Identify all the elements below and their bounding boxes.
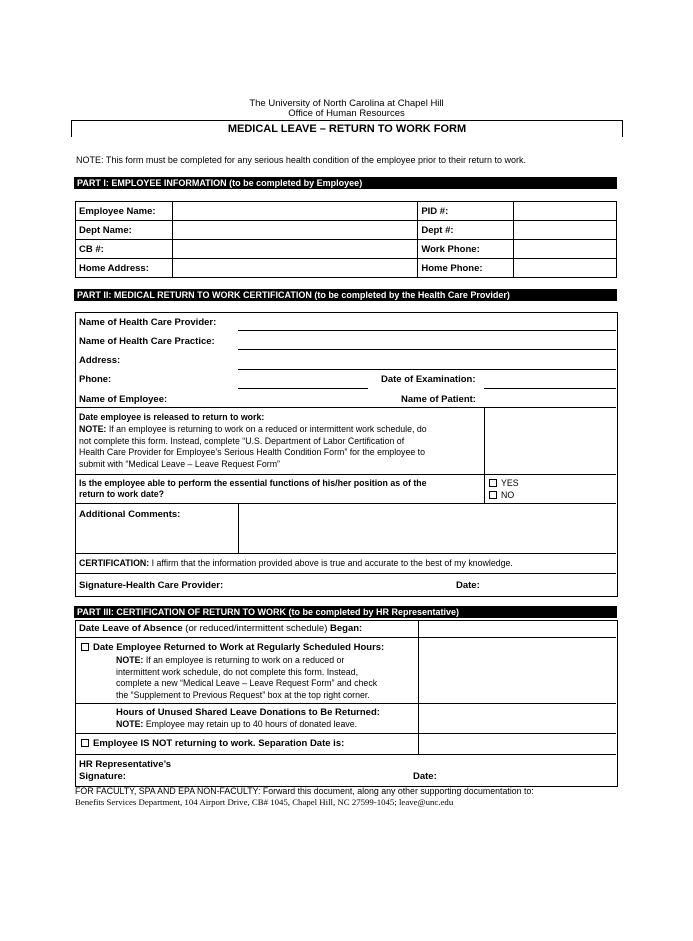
employee-name-field[interactable] <box>172 202 417 221</box>
leave-began-field[interactable] <box>419 621 616 637</box>
release-note-line3: Health Care Provider for Employee’s Serious Health Condition Form” for the employee to <box>79 447 426 457</box>
hr-date-label: Date: <box>413 771 437 782</box>
unused-note-text: Employee may retain up to 40 hours of donated leave. <box>143 719 358 729</box>
address-label: Address: <box>79 355 121 366</box>
office-name: Office of Human Resources <box>288 108 405 119</box>
no-checkbox[interactable] <box>489 491 497 499</box>
phone-line[interactable] <box>238 388 368 389</box>
dept-name-label: Dept Name: <box>76 221 173 240</box>
home-phone-label: Home Phone: <box>418 259 514 278</box>
home-phone-field[interactable] <box>514 259 617 278</box>
exam-date-line[interactable] <box>484 388 616 389</box>
returned-note <box>116 655 416 701</box>
returned-note-line2: intermittent work schedule, do not complete this form. Instead, <box>116 666 359 677</box>
comments-label: Additional Comments: <box>79 509 181 520</box>
unused-note-prefix: NOTE: <box>116 719 144 729</box>
returned-note-line3: complete a new “Medical Leave – Leave Request Form” and check <box>116 678 378 688</box>
release-date-label: Date employee is released to return to work: <box>79 412 265 422</box>
employee-name2-label: Name of Employee: <box>79 394 168 405</box>
leave-began-bold: Date Leave of Absence <box>79 623 183 634</box>
release-note-prefix: NOTE: <box>79 424 107 434</box>
dept-number-field[interactable] <box>514 221 617 240</box>
release-note-line2: not complete this form. Instead, complete “U.S. Department of Labor Certification of <box>79 435 405 446</box>
returned-note-prefix: NOTE: <box>116 655 144 665</box>
form-title: MEDICAL LEAVE – RETURN TO WORK FORM <box>227 123 467 135</box>
hr-rep-label: HR Representative’s <box>79 759 172 770</box>
release-note-line1: If an employee is returning to work on a reduced or intermittent work schedule, do <box>106 424 427 434</box>
divider <box>75 573 616 574</box>
form-note: NOTE: This form must be completed for any serious health condition of the employee prior to their return to work. <box>76 155 527 165</box>
returned-note-line1: If an employee is returning to work on a reduced or <box>143 655 345 665</box>
comments-field[interactable] <box>239 504 616 553</box>
yes-checkbox[interactable] <box>489 479 497 487</box>
institution-name: The University of North Carolina at Chapel Hill <box>249 98 444 109</box>
provider-practice-line[interactable] <box>238 349 616 350</box>
leave-began-bold2: Began: <box>330 623 363 634</box>
divider <box>75 407 616 408</box>
exam-date-label: Date of Examination: <box>381 374 476 385</box>
not-returning-label: Employee IS NOT returning to work. Separation Date is: <box>93 738 345 749</box>
footer-line2: Benefits Services Department, 104 Airport Drive, CB# 1045, Chapel Hill, NC 27599-1045; leave@unc.edu <box>75 797 454 807</box>
home-address-field[interactable] <box>172 259 417 278</box>
able-question-line1: Is the employee able to perform the essential functions of his/her position as of the <box>79 478 427 488</box>
yes-label: YES <box>501 478 519 488</box>
divider <box>75 553 616 554</box>
work-phone-field[interactable] <box>514 240 617 259</box>
divider <box>75 754 616 755</box>
not-returning-checkbox[interactable] <box>81 739 89 747</box>
certification-text: I affirm that the information provided above is true and accurate to the best of my knowledge. <box>149 558 513 568</box>
phone-label: Phone: <box>79 374 112 385</box>
not-returning-row[interactable] <box>81 738 344 749</box>
returned-date-field[interactable] <box>419 638 616 703</box>
part1-heading: PART I: EMPLOYEE INFORMATION (to be completed by Employee) <box>74 177 617 189</box>
address-line[interactable] <box>238 369 616 370</box>
divider <box>75 474 616 475</box>
employee-info-table <box>75 201 617 278</box>
part3-heading: PART III: CERTIFICATION OF RETURN TO WORK (to be completed by HR Representative) <box>74 606 617 618</box>
part2-heading: PART II: MEDICAL RETURN TO WORK CERTIFICATION (to be completed by the Health Care Provider) <box>74 289 617 301</box>
provider-name-label: Name of Health Care Provider: <box>79 317 217 328</box>
returned-label-row[interactable] <box>81 642 384 653</box>
cb-field[interactable] <box>172 240 417 259</box>
certification-prefix: CERTIFICATION: <box>79 558 150 568</box>
pid-field[interactable] <box>514 202 617 221</box>
footer-line1: FOR FACULTY, SPA AND EPA NON-FACULTY: Forward this document, along any other supporting documentation to: <box>75 786 534 796</box>
provider-date-label: Date: <box>456 580 480 591</box>
unused-hours-label: Hours of Unused Shared Leave Donations to Be Returned: <box>116 707 380 718</box>
form-title-box <box>71 120 623 137</box>
provider-practice-label: Name of Health Care Practice: <box>79 336 215 347</box>
unused-hours-field[interactable] <box>419 704 616 733</box>
separation-date-field[interactable] <box>419 734 616 754</box>
unused-hours-note <box>116 719 357 731</box>
signature-provider-label: Signature-Health Care Provider: <box>79 580 224 591</box>
leave-began-label <box>79 623 362 634</box>
certification-statement <box>79 558 513 570</box>
release-note <box>79 424 481 470</box>
release-note-line4: submit with “Medical Leave – Leave Request Form” <box>79 458 280 469</box>
hr-signature-label: Signature: <box>79 771 126 782</box>
divider-vertical <box>484 407 485 504</box>
cb-label: CB #: <box>76 240 173 259</box>
no-label: NO <box>501 490 515 500</box>
patient-name-label: Name of Patient: <box>401 394 476 405</box>
leave-began-normal: (or reduced/intermittent schedule) <box>182 623 330 634</box>
yes-option[interactable] <box>489 478 519 490</box>
returned-checkbox[interactable] <box>81 643 89 651</box>
pid-label: PID #: <box>418 202 514 221</box>
dept-name-field[interactable] <box>172 221 417 240</box>
home-address-label: Home Address: <box>76 259 173 278</box>
employee-name-label: Employee Name: <box>76 202 173 221</box>
provider-name-line[interactable] <box>238 330 616 331</box>
dept-number-label: Dept #: <box>418 221 514 240</box>
no-option[interactable] <box>489 490 514 502</box>
returned-note-line4: the “Supplement to Previous Request” box at the top right corner. <box>116 689 370 700</box>
work-phone-label: Work Phone: <box>418 240 514 259</box>
returned-label: Date Employee Returned to Work at Regularly Scheduled Hours: <box>93 642 385 653</box>
able-question-line2: return to work date? <box>79 489 165 499</box>
